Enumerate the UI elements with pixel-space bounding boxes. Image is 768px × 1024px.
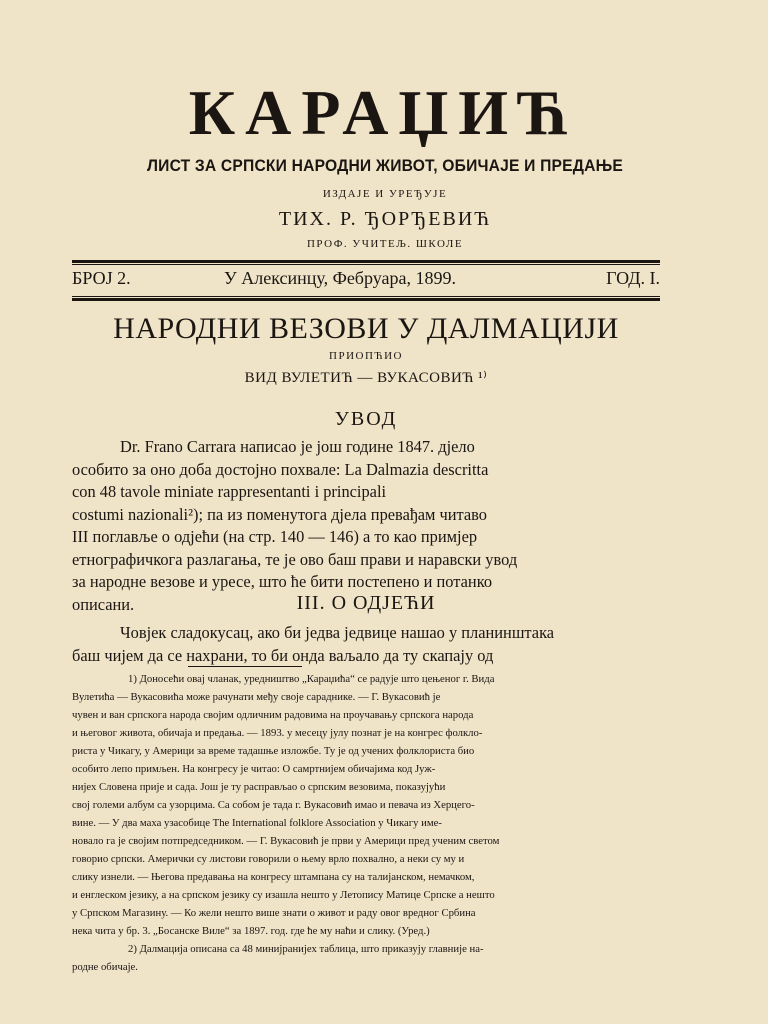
footnote-line: чувен и ван српскога народа својим одличним радовима на проучавању српскога народа bbox=[72, 709, 474, 721]
footnote-line: Вулетића — Вукасовића може рачунати међу своје сараднике. — Г. Вукасовић је bbox=[72, 691, 441, 703]
communicated-label: ПРИОПЋИО bbox=[329, 350, 403, 362]
paragraph-line: Dr. Frano Carrara написао је још године 1847. дјело bbox=[120, 437, 475, 456]
footnote-line: и енглеском језику, а на српском језику су изашла нешто у Летопису Матице Српске а нешто bbox=[72, 889, 495, 901]
footnote-line: и његовог живота, обичаја и предања. — 1893. у месецу јулу познат је на конгрес фолклo- bbox=[72, 727, 483, 739]
masthead-title: КАРАЏИЋ bbox=[188, 77, 580, 148]
footnote-divider bbox=[188, 666, 302, 667]
paragraph-line: Човјек сладокусац, ако би једва једвице нашао у планинштака bbox=[120, 623, 555, 642]
header-rule-top bbox=[72, 260, 660, 263]
publisher-line: ИЗДАЈЕ И УРЕЂУЈЕ bbox=[322, 188, 448, 200]
footnote-line: свој големи албум са узорцима. Са собом је тада г. Вукасовић имао и певача из Херцего- bbox=[72, 799, 475, 811]
paragraph-line: етнографичкога разлагања, те је ово баш прави и наравски увод bbox=[72, 549, 518, 569]
issue-place-date: У Алексинцу, Фебруара, 1899. bbox=[224, 268, 456, 288]
article-title: НАРОДНИ ВЕЗОВИ У ДАЛМАЦИЈИ bbox=[113, 312, 619, 345]
footnote-line: особито лепо примљен. На конгресу је читао: О самртнијем обичајима код Јуж- bbox=[72, 763, 436, 775]
header-rule-bottom-thin bbox=[72, 296, 660, 297]
footnote-line: говорио српски. Амерички су листови говорили о њему врло похвално, а неки су му и bbox=[72, 853, 465, 865]
section-3-heading: III. О ОДЈЕЋИ bbox=[296, 592, 436, 614]
paragraph-line: особито за оно доба достојно похвале: La Dalmazia descritta bbox=[72, 459, 489, 479]
issue-info-row bbox=[72, 268, 660, 292]
intro-paragraph bbox=[72, 436, 660, 616]
footnote-line: нека чита у бр. 3. „Босанске Виле“ за 1897. год. где ће му наћи и слику. (Уред.) bbox=[72, 925, 430, 937]
footnote-line: нијех Словена прије и сада. Још је ту расправљао о српским везовима, показујући bbox=[72, 781, 446, 793]
footnote-line: у Српском Магазину. — Ко жели нешто више знати о живот и раду овог вредног Србина bbox=[72, 907, 476, 919]
header-rule-top-thin bbox=[72, 264, 660, 265]
masthead-subtitle: ЛИСТ ЗА СРПСКИ НАРОДНИ ЖИВОТ, ОБИЧАЈЕ И ПРЕДАЊЕ bbox=[146, 156, 624, 175]
paragraph-line: описани. bbox=[72, 594, 135, 614]
section-3-paragraph bbox=[72, 622, 660, 667]
footnote-line: риста у Чикагу, у Америци за време тадашње изложбе. Ту је од учених фолклориста био bbox=[72, 745, 475, 757]
issue-year: ГОД. I. bbox=[606, 268, 660, 288]
article-author: ВИД ВУЛЕТИЋ — ВУКАСОВИЋ ¹⁾ bbox=[244, 370, 488, 386]
header-rule-bottom bbox=[72, 298, 660, 301]
footnote-line: слику изнели. — Његова предавања на конгресу штампана су на талијанском, немачком, bbox=[72, 871, 475, 883]
intro-heading: УВОД bbox=[334, 408, 398, 430]
footnote-line: 1) Доносећи овај чланак, уредништво „Караџића“ се радује што цењеног г. Вида bbox=[128, 673, 495, 685]
footnotes bbox=[72, 670, 660, 976]
editor-name: ТИХ. Р. ЂОРЂЕВИЋ bbox=[278, 208, 492, 230]
issue-number: БРОЈ 2. bbox=[72, 268, 131, 288]
editor-title: ПРОФ. УЧИТЕЉ. ШКОЛЕ bbox=[306, 238, 464, 250]
footnote-line: родне обичаје. bbox=[72, 961, 138, 973]
paragraph-line: III поглавље о одјећи (на стр. 140 — 146) а то као примјер bbox=[72, 527, 478, 546]
footnote-line: новало га је својим потпредседником. — Г. Вукасовић је први у Америци пред ученим светом bbox=[72, 835, 500, 847]
paragraph-line: con 48 tavole miniate rappresentanti i principali bbox=[72, 482, 387, 501]
footnote-line: вине. — У два маха узасобице The International folklore Association у Чикагу име- bbox=[72, 817, 442, 829]
paragraph-line: за народне везове и уресе, што ће бити постепено и потанко bbox=[72, 572, 493, 591]
paragraph-line: costumi nazionali²); па из поменутога дјела превађам читаво bbox=[72, 504, 487, 524]
paragraph-line: баш чијем да се нахрани, то би онда ваљало да ту скапају од bbox=[72, 645, 494, 665]
footnote-line: 2) Далмација описана са 48 минијранијех таблица, што приказују главније на- bbox=[128, 943, 484, 955]
